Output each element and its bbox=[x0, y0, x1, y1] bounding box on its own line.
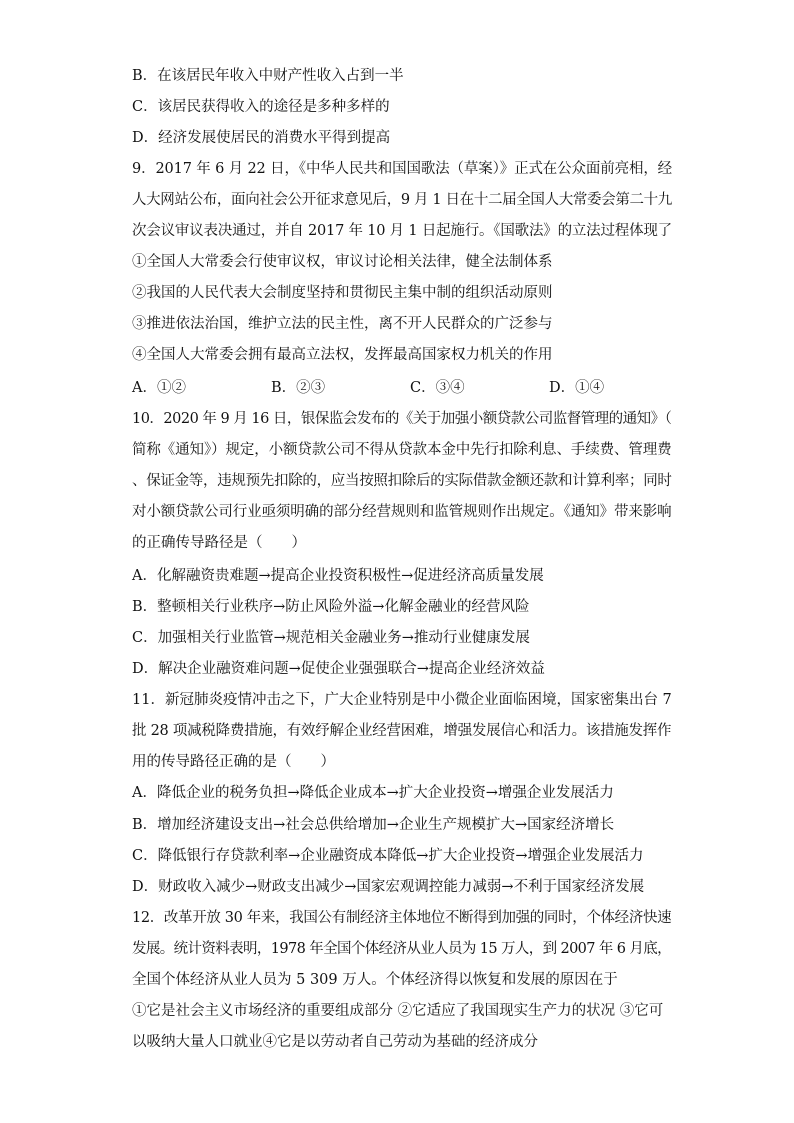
q9-item-1: ①全国人大常委会行使审议权，审议讨论相关法律，健全法制体系 bbox=[132, 254, 553, 270]
q12-stem-line-2: 发展。统计资料表明，1978 年全国个体经济从业人员为 15 万人，到 2007 年 6 月底， bbox=[132, 941, 671, 957]
prev-option-b: B．在该居民年收入中财产性收入占到一半 bbox=[132, 68, 404, 84]
q10-stem-line-1: 10．2020 年 9 月 16 日，银保监会发布的《关于加强小额贷款公司监督管理的通知》（ bbox=[132, 411, 672, 427]
q10-stem-line-2: 简称《通知》）规定，小额贷款公司不得从贷款本金中先行扣除利息、手续费、管理费 bbox=[132, 442, 672, 458]
q11-stem-line-3: 用的传导路径正确的是（ ） bbox=[132, 754, 335, 770]
q11-option-b: B．增加经济建设支出→社会总供给增加→企业生产规模扩大→国家经济增长 bbox=[132, 817, 615, 833]
q10-option-c: C．加强相关行业监管→规范相关金融业务→推动行业健康发展 bbox=[132, 630, 530, 646]
q9-option-b: B．②③ bbox=[271, 380, 326, 396]
q9-stem-line-3: 次会议审议表决通过，并自 2017 年 10 月 1 日起施行。《国歌法》的立法过程体现了 bbox=[132, 223, 672, 239]
q9-stem-line-1: 9．2017 年 6 月 22 日，《中华人民共和国国歌法（草案）》正式在公众面前亮相，经 bbox=[132, 161, 673, 177]
q10-option-b: B．整顿相关行业秩序→防止风险外溢→化解金融业的经营风险 bbox=[132, 599, 530, 615]
q10-option-a: A．化解融资贵难题→提高企业投资积极性→促进经济高质量发展 bbox=[132, 568, 544, 584]
q9-item-2: ②我国的人民代表大会制度坚持和贯彻民主集中制的组织活动原则 bbox=[132, 285, 553, 301]
q11-option-a: A．降低企业的税务负担→降低企业成本→扩大企业投资→增强企业发展活力 bbox=[132, 785, 614, 801]
q10-stem-line-3: 、保证金等，违规预先扣除的，应当按照扣除后的实际借款金额还款和计算利率；同时 bbox=[132, 473, 672, 489]
q11-stem-line-1: 11．新冠肺炎疫情冲击之下，广大企业特别是中小微企业面临困境，国家密集出台 7 bbox=[132, 692, 672, 708]
q9-option-a: A．①② bbox=[132, 380, 186, 396]
q9-stem-line-2: 人大网站公布，面向社会公开征求意见后，9 月 1 日在十二届全国人大常委会第二十九 bbox=[132, 192, 672, 208]
q12-items-line-2: 以吸纳大量人口就业④它是以劳动者自己劳动为基础的经济成分 bbox=[132, 1034, 538, 1050]
q9-option-c: C．③④ bbox=[410, 380, 465, 396]
q12-stem-line-1: 12．改革开放 30 年来，我国公有制经济主体地位不断得到加强的同时，个体经济快速 bbox=[132, 910, 672, 926]
q10-stem-line-5: 的正确传导路径是（ ） bbox=[132, 535, 306, 551]
q10-option-d: D．解决企业融资难问题→促使企业强强联合→提高企业经济效益 bbox=[132, 661, 545, 677]
q12-items-line-1: ①它是社会主义市场经济的重要组成部分 ②它适应了我国现实生产力的状况 ③它可 bbox=[132, 1003, 664, 1019]
q11-stem-line-2: 批 28 项减税降费措施，有效纾解企业经营困难，增强发展信心和活力。该措施发挥作 bbox=[132, 723, 672, 739]
q11-option-c: C．降低银行存贷款利率→企业融资成本降低→扩大企业投资→增强企业发展活力 bbox=[132, 848, 644, 864]
q11-option-d: D．财政收入减少→财政支出减少→国家宏观调控能力减弱→不利于国家经济发展 bbox=[132, 879, 645, 895]
prev-option-d: D．经济发展使居民的消费水平得到提高 bbox=[132, 130, 391, 146]
prev-option-c: C．该居民获得收入的途径是多种多样的 bbox=[132, 99, 390, 115]
q9-item-3: ③推进依法治国，维护立法的民主性，离不开人民群众的广泛参与 bbox=[132, 316, 553, 332]
q9-option-d: D．①④ bbox=[549, 380, 605, 396]
q10-stem-line-4: 对小额贷款公司行业亟须明确的部分经营规则和监管规则作出规定。《通知》带来影响 bbox=[132, 504, 672, 520]
q9-item-4: ④全国人大常委会拥有最高立法权，发挥最高国家权力机关的作用 bbox=[132, 347, 553, 363]
q12-stem-line-3: 全国个体经济从业人员为 5 309 万人。个体经济得以恢复和发展的原因在于 bbox=[132, 972, 618, 988]
